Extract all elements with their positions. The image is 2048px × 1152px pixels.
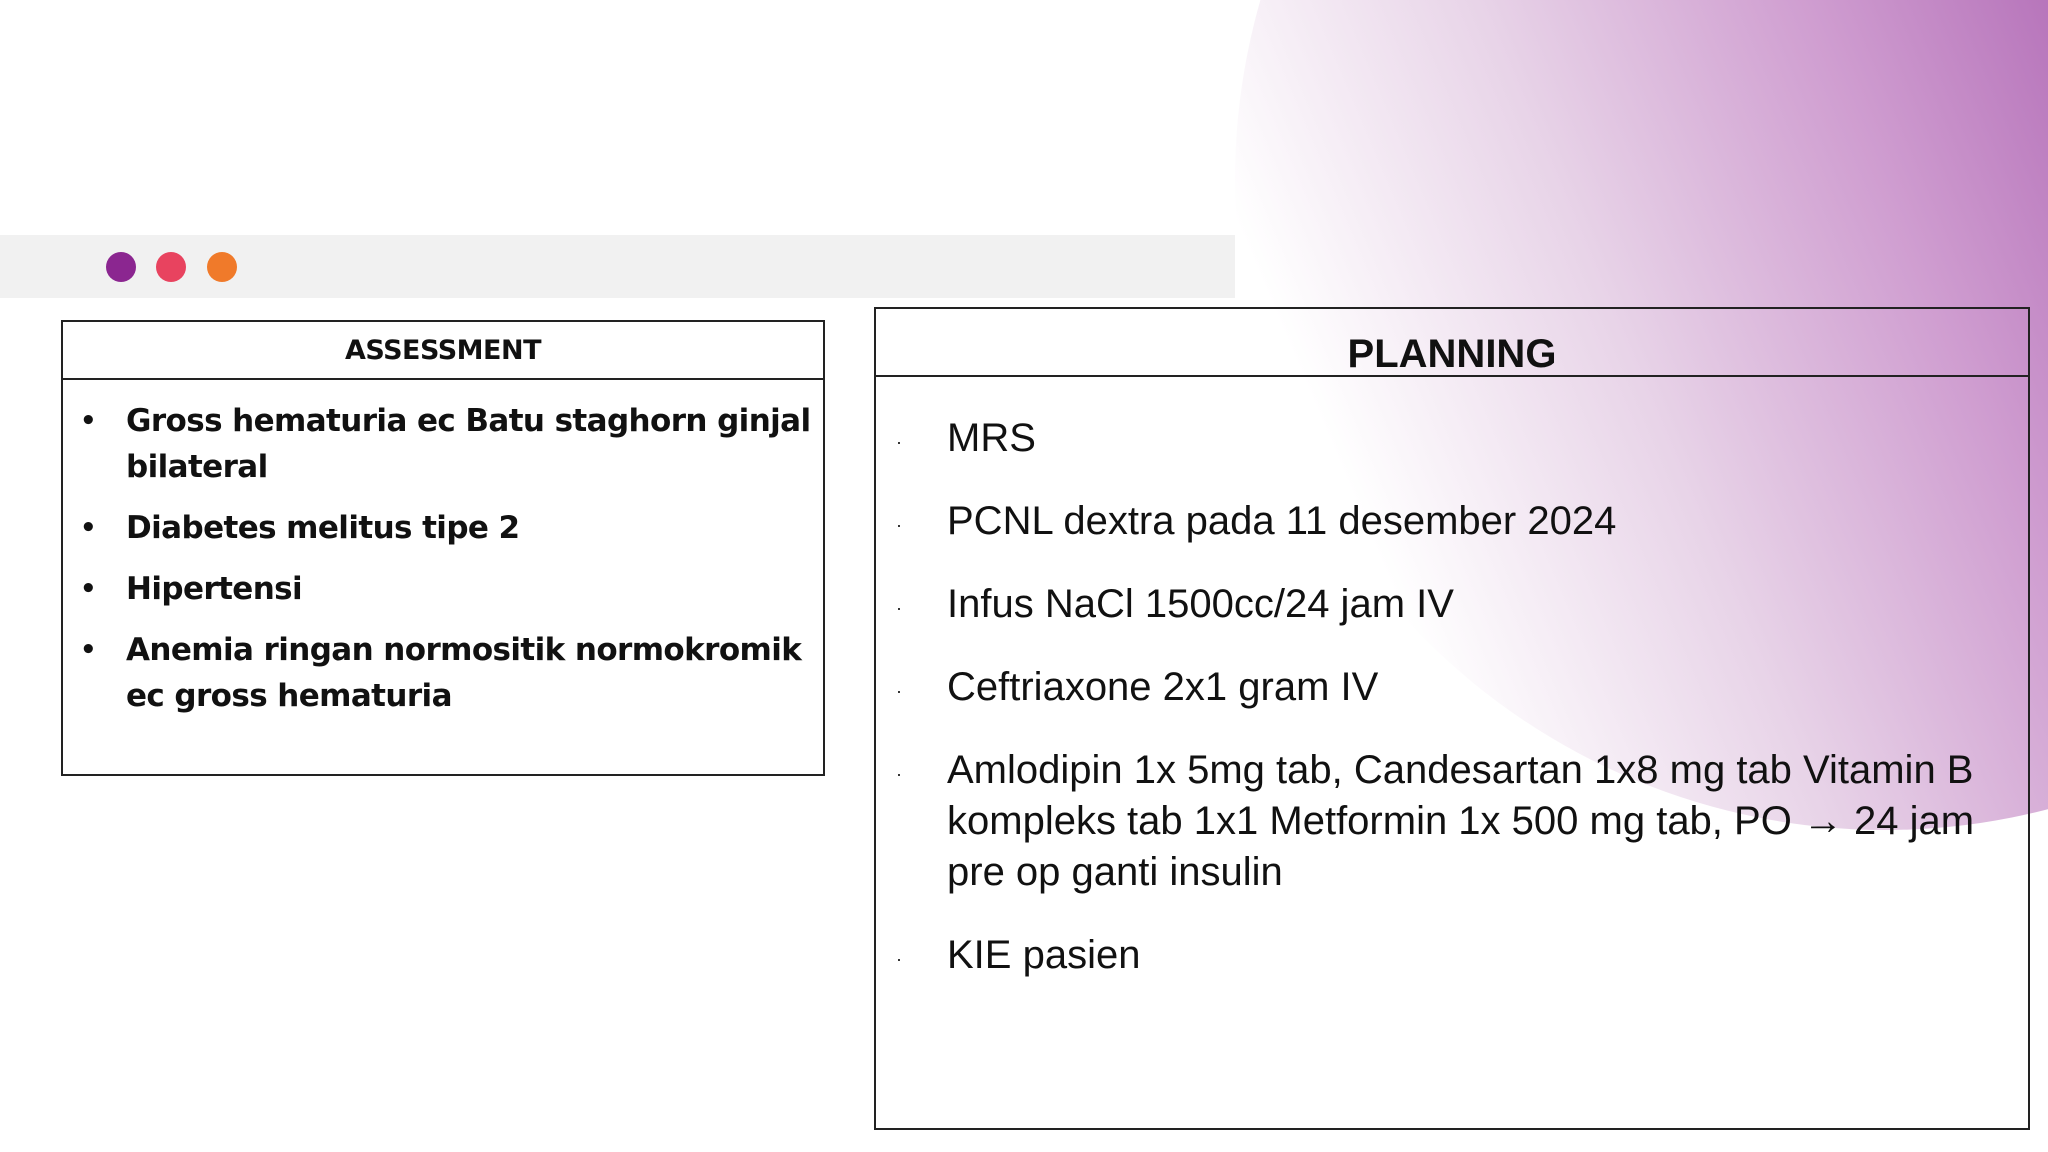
bullet-icon: · (896, 598, 902, 618)
bullet-icon: • (80, 574, 97, 604)
assessment-table (61, 320, 825, 776)
planning-list (876, 377, 2028, 981)
planning-title: PLANNING (1347, 332, 1557, 376)
red-dot (156, 252, 186, 282)
bullet-icon: · (896, 515, 902, 535)
planning-table (874, 307, 2030, 1130)
bullet-icon: · (896, 764, 902, 784)
assessment-list (63, 380, 823, 719)
planning-item: · PCNL dextra pada 11 desember 2024 (876, 496, 2008, 547)
bullet-icon: • (80, 406, 97, 436)
assessment-item: • Diabetes melitus tipe 2 (63, 505, 813, 551)
assessment-item: • Hipertensi (63, 566, 813, 612)
planning-item: · KIE pasien (876, 930, 2008, 981)
bullet-icon: • (80, 513, 97, 543)
planning-item: · Infus NaCl 1500cc/24 jam IV (876, 579, 2008, 630)
planning-header (876, 309, 2028, 377)
planning-item: · MRS (876, 413, 2008, 464)
bullet-icon: · (896, 949, 902, 969)
planning-item: · Amlodipin 1x 5mg tab, Candesartan 1x8 mg tab Vitamin B kompleks tab 1x1 Metformin 1x 500 mg tab, PO → 24 jam pre op ganti insulin (896, 748, 1975, 894)
purple-dot (106, 252, 136, 282)
bullet-icon: · (896, 432, 902, 452)
assessment-header: ASSESSMENT (63, 322, 823, 380)
assessment-item: • Gross hematuria ec Batu staghorn ginjal bilateral (63, 398, 813, 490)
bullet-icon: · (896, 681, 902, 701)
orange-dot (207, 252, 237, 282)
bullet-icon: • (80, 635, 97, 665)
assessment-item: • Anemia ringan normositik normokromik ec gross hematuria (63, 627, 813, 719)
planning-item: · Ceftriaxone 2x1 gram IV (876, 662, 2008, 713)
